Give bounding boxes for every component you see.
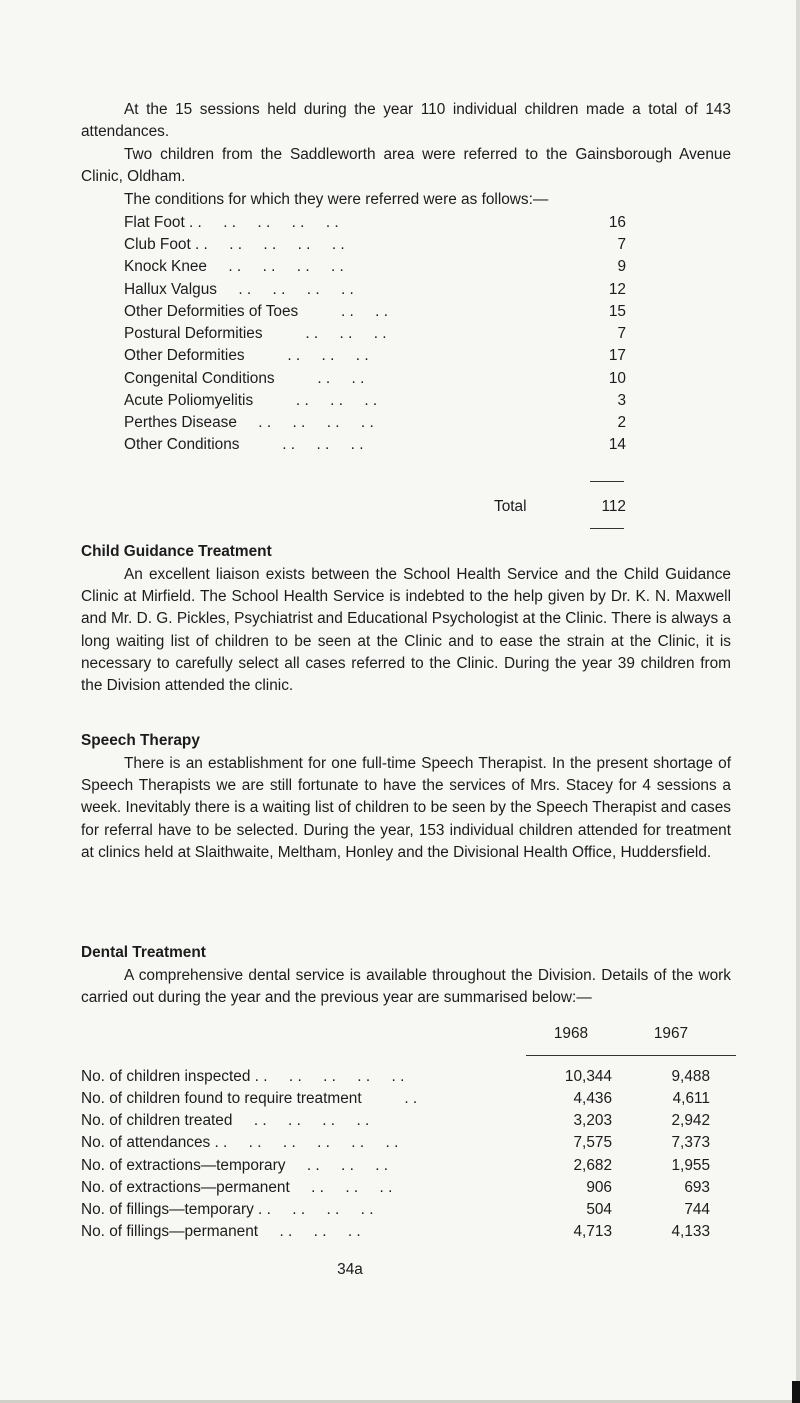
value-1968: 4,436	[573, 1090, 612, 1107]
value-1967: 9,488	[671, 1068, 710, 1085]
value-1968: 906	[586, 1179, 612, 1196]
intro-paragraph-referral: Two children from the Saddleworth area were referred to the Gainsborough Avenue Clinic, Oldham.	[81, 146, 731, 186]
condition-label: Club Foot	[124, 236, 191, 253]
scan-edge-right	[796, 0, 800, 1403]
leader-dots: . . . .	[298, 303, 389, 320]
leader-dots: . . . . . . . . . .	[184, 214, 339, 231]
dental-row-label: No. of fillings—permanent	[81, 1223, 259, 1240]
condition-value: 12	[608, 281, 626, 298]
value-1968: 2,682	[573, 1157, 612, 1174]
child-guidance-heading: Child Guidance Treatment	[81, 543, 272, 560]
condition-value: 2	[617, 414, 626, 431]
condition-value: 15	[608, 303, 626, 320]
condition-value: 10	[608, 370, 626, 387]
speech-therapy-paragraph: There is an establishment for one full-time Speech Therapist. In the present shortage of Speech Therapists we are still fortunate to have the services of Mrs. Stacey for 4 sessions a week. Inevitably there is a waiting list of children to be seen by the Speech Therapist and cases for referral have to be selected. During the year, 153 individual children attended for treatment at clinics held at Slaithwaite, Meltham, Honley and the Divisional Health Office, Huddersfield.	[81, 755, 731, 861]
leader-dots: . . . . . .	[239, 436, 364, 453]
condition-label: Hallux Valgus	[124, 281, 217, 298]
dental-treatment-heading: Dental Treatment	[81, 944, 206, 961]
leader-dots: . . . . . . . .	[253, 1201, 374, 1218]
condition-value: 3	[617, 392, 626, 409]
child-guidance-paragraph: An excellent liaison exists between the School Health Service and the Child Guidance Clinic at Mirfield. The School Health Service is indebted to the help given by Dr. K. N. Maxwell and Mr. D. G. Pickles, Psychiatrist and Educational Psychologist at the Clinic. There is always a long waiting list of children to be seen at the Clinic and to ease the strain at the Clinic, it is necessary to carefully select all cases referred to the Clinic. During the year 39 children from the Division attended the clinic.	[81, 566, 731, 695]
condition-label: Flat Foot	[124, 214, 185, 231]
leader-dots: . . . . . . . . . . . .	[210, 1134, 399, 1151]
dental-row-label: No. of fillings—temporary	[81, 1201, 254, 1218]
speech-therapy-heading: Speech Therapy	[81, 732, 200, 749]
leader-dots: . . . . . . . .	[236, 414, 374, 431]
condition-label: Other Deformities	[124, 347, 245, 364]
condition-label: Postural Deformities	[124, 325, 263, 342]
condition-label: Perthes Disease	[124, 414, 237, 431]
value-1967: 693	[684, 1179, 710, 1196]
dental-treatment-paragraph: A comprehensive dental service is available throughout the Division. Details of the work carried out during the year and the previous year are summarised below:—	[81, 967, 731, 1007]
dental-row-label: No. of attendances	[81, 1134, 211, 1151]
condition-value: 14	[608, 436, 626, 453]
leader-dots: . . . . . . . . . .	[250, 1068, 405, 1085]
column-header-1967: 1967	[653, 1025, 689, 1042]
page-number: 34a	[337, 1261, 363, 1278]
condition-value: 7	[617, 325, 626, 342]
dental-row-label: No. of children inspected	[81, 1068, 251, 1085]
value-1968: 4,713	[573, 1223, 612, 1240]
value-1968: 3,203	[573, 1112, 612, 1129]
dental-row-label: No. of extractions—temporary	[81, 1157, 286, 1174]
leader-dots: . . . .	[274, 370, 365, 387]
leader-dots: . . . . . .	[289, 1179, 393, 1196]
dental-row-label: No. of children found to require treatment	[81, 1090, 362, 1107]
dental-row-label: No. of children treated	[81, 1112, 233, 1129]
value-1968: 7,575	[573, 1134, 612, 1151]
header-rule	[526, 1055, 736, 1056]
leader-dots: . . . . . .	[253, 392, 378, 409]
scan-corner-mark	[792, 1381, 800, 1403]
condition-label: Other Conditions	[124, 436, 240, 453]
leader-dots: . .	[361, 1090, 418, 1107]
total-value: 112	[601, 498, 626, 515]
value-1967: 2,942	[671, 1112, 710, 1129]
condition-value: 9	[617, 258, 626, 275]
total-rule-bottom	[590, 528, 624, 529]
leader-dots: . . . . . .	[258, 1223, 361, 1240]
condition-value: 7	[617, 236, 626, 253]
total-row	[0, 496, 800, 518]
total-rule-top	[590, 481, 624, 482]
value-1967: 7,373	[671, 1134, 710, 1151]
total-label: Total	[494, 498, 527, 515]
leader-dots: . . . . . . . .	[207, 258, 344, 275]
leader-dots: . . . . . .	[285, 1157, 389, 1174]
leader-dots: . . . . . . . .	[232, 1112, 370, 1129]
dental-row-label: No. of extractions—permanent	[81, 1179, 290, 1196]
column-header-1968: 1968	[553, 1025, 589, 1042]
leader-dots: . . . . . .	[262, 325, 387, 342]
condition-value: 16	[608, 214, 626, 231]
condition-label: Knock Knee	[124, 258, 207, 275]
value-1967: 4,611	[672, 1090, 710, 1107]
value-1967: 1,955	[671, 1157, 710, 1174]
condition-label: Congenital Conditions	[124, 370, 275, 387]
leader-dots: . . . . . . . .	[216, 281, 354, 298]
condition-label: Other Deformities of Toes	[124, 303, 299, 320]
intro-paragraph-attendances: At the 15 sessions held during the year 110 individual children made a total of 143 attendances.	[81, 101, 731, 141]
value-1968: 10,344	[564, 1068, 612, 1085]
value-1968: 504	[586, 1201, 612, 1218]
intro-paragraph-conditions: The conditions for which they were referred were as follows:—	[124, 191, 549, 208]
condition-value: 17	[608, 347, 626, 364]
value-1967: 744	[684, 1201, 710, 1218]
value-1967: 4,133	[671, 1223, 710, 1240]
leader-dots: . . . . . .	[244, 347, 369, 364]
leader-dots: . . . . . . . . . .	[190, 236, 345, 253]
condition-label: Acute Poliomyelitis	[124, 392, 254, 409]
